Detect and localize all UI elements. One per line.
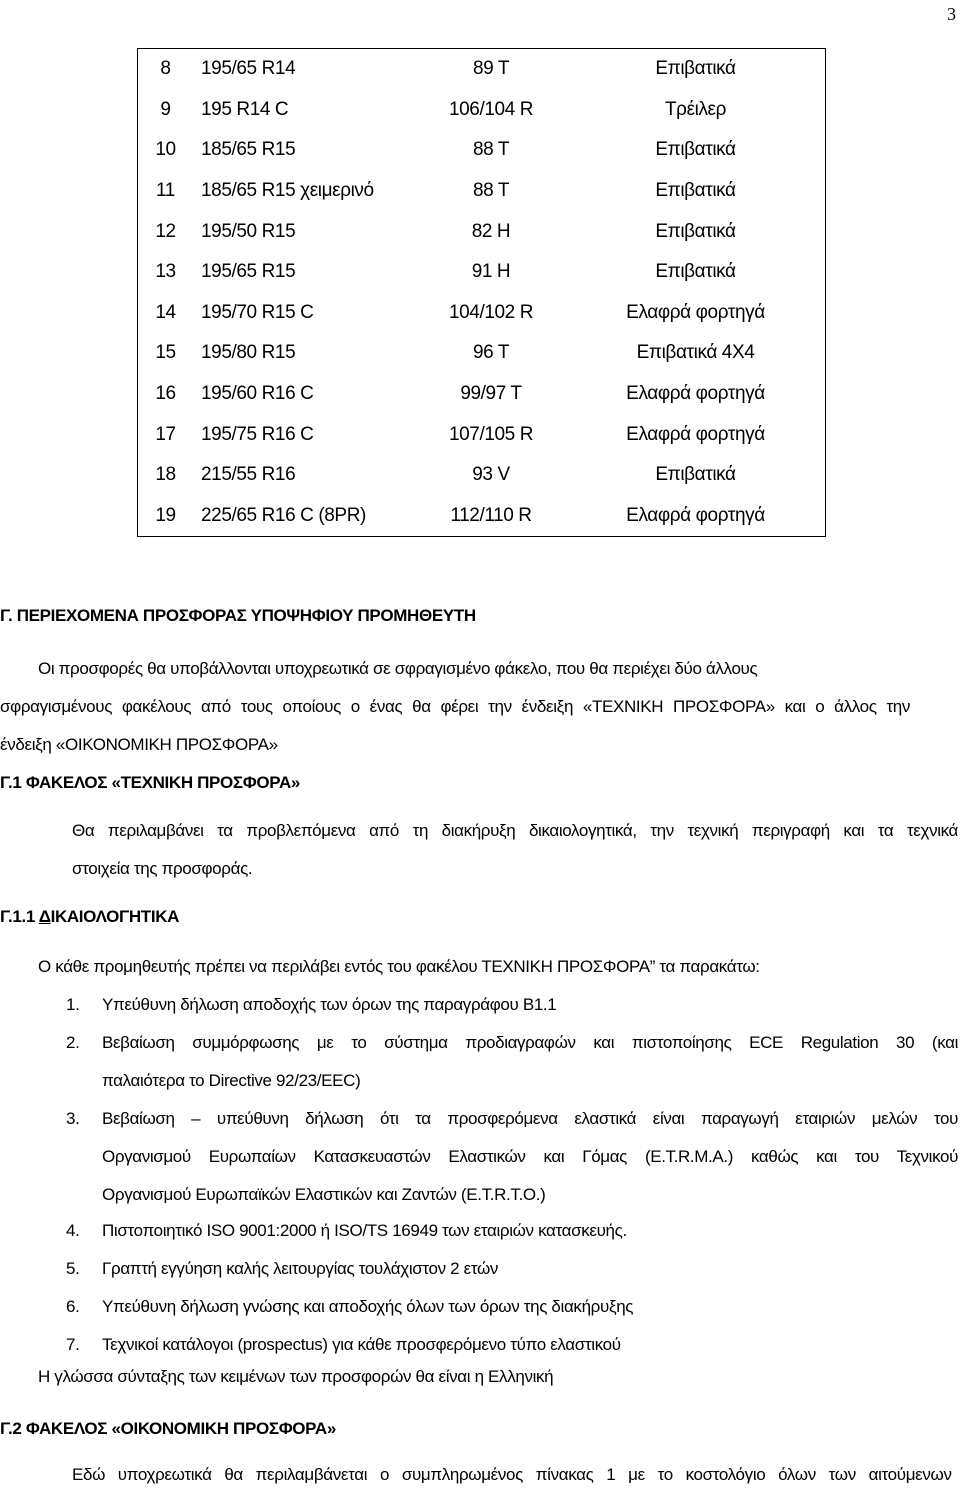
tire-size-cell: 195 R14 C <box>201 98 289 120</box>
section-g11-heading-prefix: Γ.1.1 <box>0 907 39 926</box>
tire-size-cell: 195/80 R15 <box>201 342 296 364</box>
tire-size-cell: 195/65 R14 <box>201 58 296 80</box>
section-g1-text-line-2: στοιχεία της προσφοράς. <box>72 859 253 878</box>
table-row <box>138 333 826 374</box>
section-g-intro-line-2: σφραγισμένους φακέλους από τους οποίους ο ένας θα φέρει την ένδειξη «ΤΕΧΝΙΚΗ ΠΡΟΣΦΟΡΑ» και ο άλλος την <box>0 697 910 716</box>
category-cell: Ελαφρά φορτηγά <box>626 423 765 445</box>
list-item-number: 1. <box>66 995 80 1014</box>
list-item-number: 7. <box>66 1335 80 1354</box>
category-cell: Τρέιλερ <box>664 98 727 120</box>
list-item-text: Βεβαίωση – υπεύθυνη δήλωση ότι τα προσφερόμενα ελαστικά είναι παραγωγή εταιριών μελών του <box>102 1109 958 1128</box>
row-number-cell: 16 <box>155 383 176 405</box>
row-number-cell: 18 <box>155 464 176 486</box>
table-row <box>138 455 826 496</box>
row-number-cell: 10 <box>155 139 176 161</box>
load-index-cell: 88 T <box>472 139 510 161</box>
tire-size-cell: 215/55 R16 <box>201 464 296 486</box>
load-index-cell: 112/110 R <box>450 504 532 526</box>
category-cell: Επιβατικά <box>655 180 736 202</box>
list-item-text: Υπεύθυνη δήλωση αποδοχής των όρων της παραγράφου Β1.1 <box>102 995 557 1014</box>
list-item-text: Πιστοποιητικό ISO 9001:2000 ή ISO/TS 16949 των εταιριών κατασκευής. <box>102 1221 627 1240</box>
row-number-cell: 12 <box>155 220 176 242</box>
tire-size-cell: 195/50 R15 <box>201 220 296 242</box>
section-g11-intro: Ο κάθε προμηθευτής πρέπει να περιλάβει εντός του φακέλου ΤΕΧΝΙΚΗ ΠΡΟΣΦΟΡΑ” τα παρακάτω: <box>38 957 760 976</box>
category-cell: Επιβατικά <box>655 220 736 242</box>
category-cell: Ελαφρά φορτηγά <box>626 383 765 405</box>
category-cell: Επιβατικά <box>655 261 736 283</box>
category-cell: Επιβατικά <box>655 58 736 80</box>
list-item-number: 5. <box>66 1259 80 1278</box>
section-g2-heading: Γ.2 ΦΑΚΕΛΟΣ «ΟΙΚΟΝΟΜΙΚΗ ΠΡΟΣΦΟΡΑ» <box>0 1419 336 1438</box>
load-index-cell: 106/104 R <box>448 98 534 120</box>
tire-size-cell: 185/65 R15 χειμερινό <box>201 180 374 202</box>
load-index-cell: 96 T <box>472 342 510 364</box>
load-index-cell: 89 T <box>472 58 510 80</box>
load-index-cell: 88 T <box>472 180 510 202</box>
tire-size-cell: 195/75 R16 C <box>201 423 314 445</box>
load-index-cell: 91 H <box>471 261 511 283</box>
row-number-cell: 11 <box>156 180 175 202</box>
list-item-number: 6. <box>66 1297 80 1316</box>
category-cell: Ελαφρά φορτηγά <box>626 504 765 526</box>
row-number-cell: 14 <box>155 301 176 323</box>
table-row <box>138 414 826 455</box>
row-number-cell: 15 <box>155 342 176 364</box>
row-number-cell: 8 <box>160 58 171 80</box>
row-number-cell: 9 <box>160 98 171 120</box>
tire-size-cell: 195/65 R15 <box>201 261 296 283</box>
load-index-cell: 99/97 T <box>460 383 522 405</box>
page-number: 3 <box>947 4 956 24</box>
tire-size-cell: 195/60 R16 C <box>201 383 314 405</box>
row-number-cell: 17 <box>155 423 176 445</box>
section-g11-heading-rest: ΙΚΑΙΟΛΟΓΗΤΙΚΑ <box>50 907 180 926</box>
list-item-text: Οργανισμού Ευρωπαίων Κατασκευαστών Ελαστικών και Γόμας (E.T.R.M.A.) καθώς και του Τεχνικού <box>102 1147 958 1166</box>
section-g1-text-line-1: Θα περιλαμβάνει τα προβλεπόμενα από τη διακήρυξη δικαιολογητικά, την τεχνική περιγραφή και τα τεχνικά <box>72 821 958 840</box>
table-row <box>138 130 826 171</box>
table-row <box>138 293 826 334</box>
row-number-cell: 19 <box>155 504 176 526</box>
section-g-intro-line-1: Οι προσφορές θα υποβάλλονται υποχρεωτικά σε σφραγισμένο φάκελο, που θα περιέχει δύο άλλους <box>38 659 758 678</box>
table-row <box>138 49 826 90</box>
list-item-text: Οργανισμού Ευρωπαϊκών Ελαστικών και Ζαντών (E.T.R.T.O.) <box>102 1185 546 1204</box>
tire-table-body <box>138 49 826 537</box>
list-item-number: 2. <box>66 1033 80 1052</box>
load-index-cell: 107/105 R <box>448 423 534 445</box>
list-item-text: Βεβαίωση συμμόρφωσης με το σύστημα προδιαγραφών και πιστοποίησης ECE Regulation 30 (και <box>102 1033 958 1052</box>
section-g-heading: Γ. ΠΕΡΙΕΧΟΜΕΝΑ ΠΡΟΣΦΟΡΑΣ ΥΠΟΨΗΦΙΟΥ ΠΡΟΜΗΘΕΥΤΗ <box>0 606 476 625</box>
list-item-number: 4. <box>66 1221 80 1240</box>
table-row <box>138 374 826 415</box>
load-index-cell: 93 V <box>472 464 510 486</box>
table-row <box>138 211 826 252</box>
category-cell: Επιβατικά <box>655 139 736 161</box>
category-cell: Επιβατικά 4X4 <box>636 342 755 364</box>
section-g1-heading: Γ.1 ΦΑΚΕΛΟΣ «ΤΕΧΝΙΚΗ ΠΡΟΣΦΟΡΑ» <box>0 773 300 792</box>
table-row <box>138 90 826 131</box>
load-index-cell: 82 H <box>471 220 511 242</box>
tire-size-cell: 195/70 R15 C <box>201 301 314 323</box>
section-g11-heading <box>0 898 179 936</box>
table-row <box>138 171 826 212</box>
list-item-text: παλαιότερα το Directive 92/23/EEC) <box>102 1071 361 1090</box>
section-g2-text-line-1: Εδώ υποχρεωτικά θα περιλαμβάνεται ο συμπληρωμένος πίνακας 1 με το κοστολόγιο όλων των αιτούμενων <box>72 1465 952 1484</box>
tire-table <box>137 48 826 537</box>
row-number-cell: 13 <box>155 261 176 283</box>
section-g-intro-line-3: ένδειξη «ΟΙΚΟΝΟΜΙΚΗ ΠΡΟΣΦΟΡΑ» <box>0 735 278 754</box>
load-index-cell: 104/102 R <box>448 301 534 323</box>
table-row <box>138 252 826 293</box>
list-item-number: 3. <box>66 1109 80 1128</box>
list-item-text: Γραπτή εγγύηση καλής λειτουργίας τουλάχιστον 2 ετών <box>102 1259 499 1278</box>
language-note: Η γλώσσα σύνταξης των κειμένων των προσφορών θα είναι η Ελληνική <box>38 1367 554 1386</box>
table-row <box>138 496 826 537</box>
tire-size-cell: 225/65 R16 C (8PR) <box>201 504 366 526</box>
tire-size-cell: 185/65 R15 <box>201 139 296 161</box>
category-cell: Ελαφρά φορτηγά <box>626 301 765 323</box>
list-item-text: Υπεύθυνη δήλωση γνώσης και αποδοχής όλων των όρων της διακήρυξης <box>102 1297 634 1316</box>
section-g11-heading-underlined: Δ <box>38 907 51 926</box>
category-cell: Επιβατικά <box>655 464 736 486</box>
list-item-text: Τεχνικοί κατάλογοι (prospectus) για κάθε προσφερόμενο τύπο ελαστικού <box>102 1335 621 1354</box>
